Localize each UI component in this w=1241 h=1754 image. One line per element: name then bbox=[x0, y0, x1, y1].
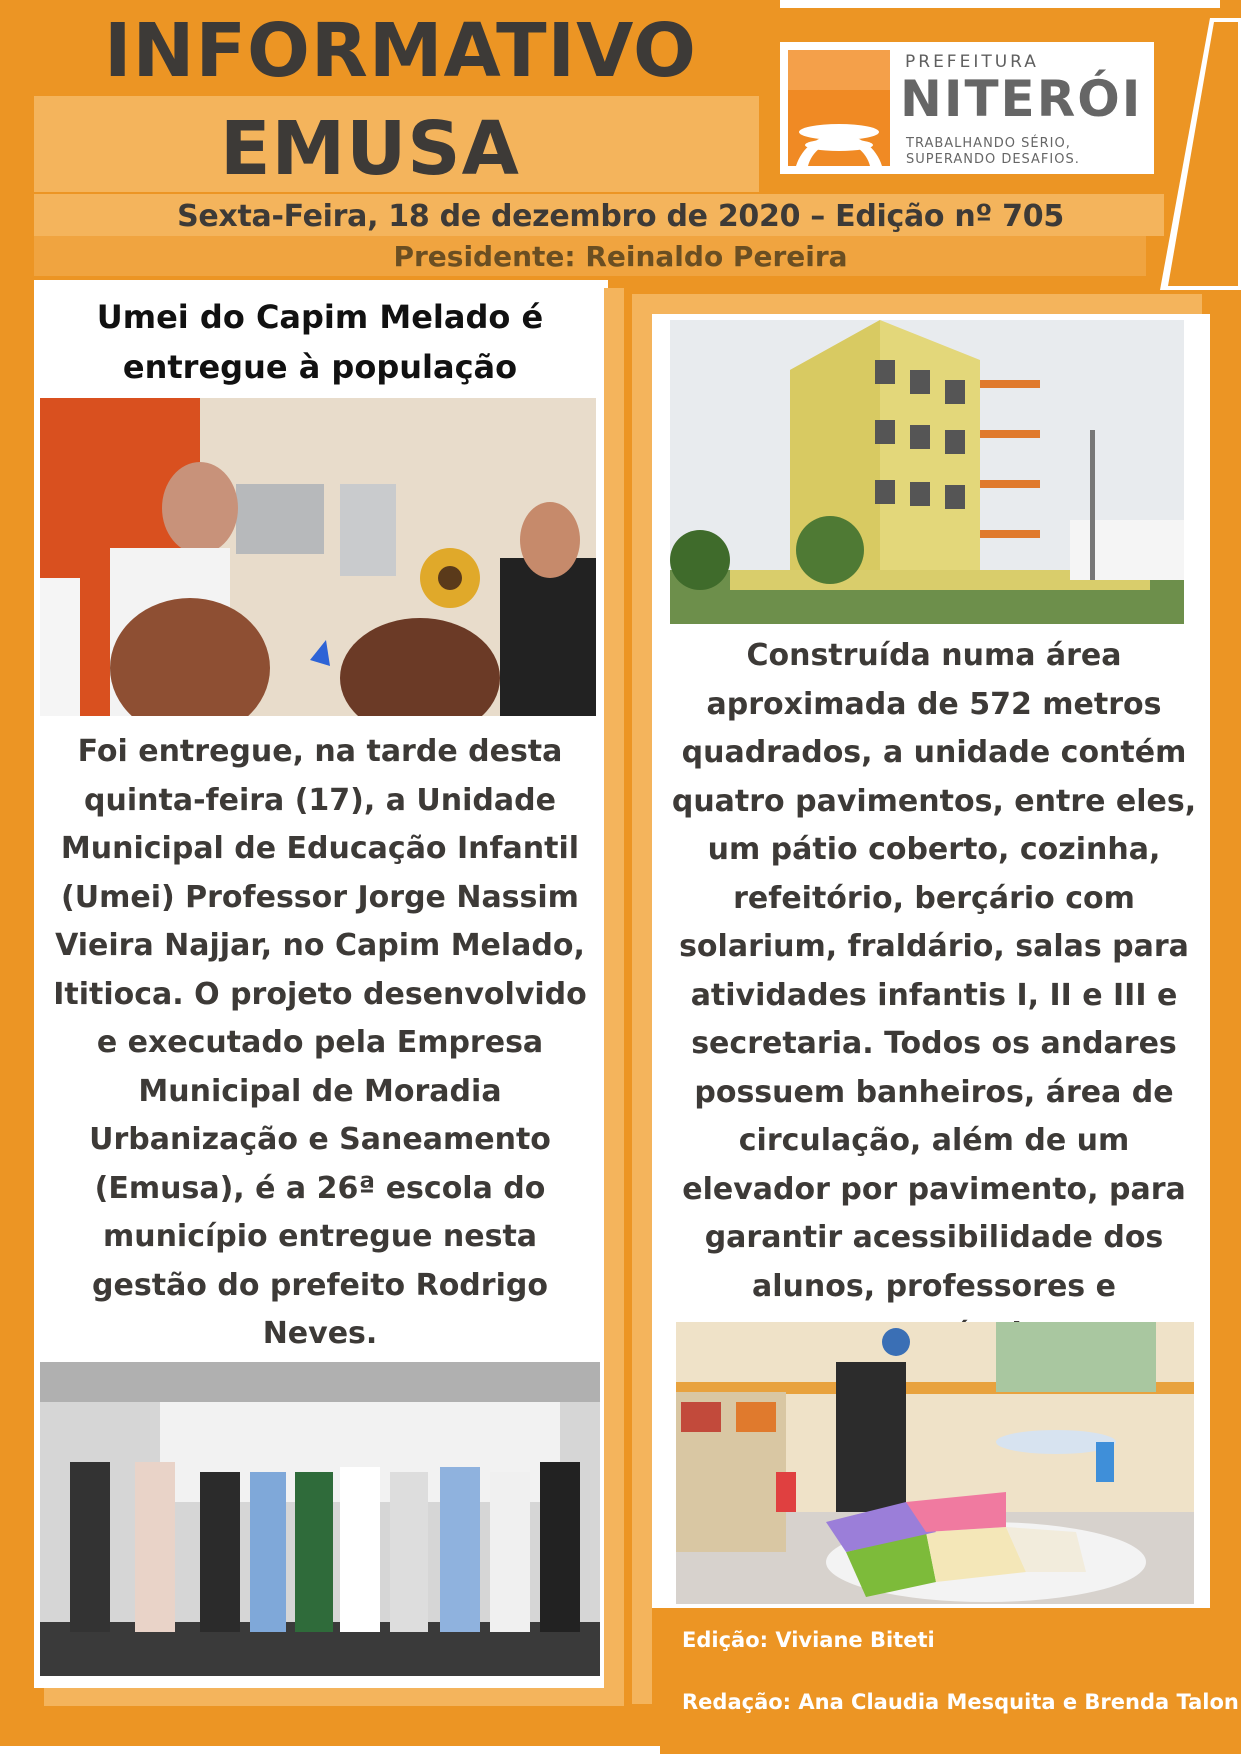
niteroi-logo-icon bbox=[788, 50, 890, 166]
prefeitura-logo bbox=[780, 42, 1154, 174]
credits-writers: Redação: Ana Claudia Mesquita e Brenda Talon bbox=[682, 1690, 1239, 1714]
group-ceremony-photo bbox=[40, 1362, 600, 1676]
left-column-rule bbox=[604, 288, 624, 1698]
logo-tagline-2: SUPERANDO DESAFIOS. bbox=[906, 152, 1080, 167]
left-column-bottom-rule bbox=[44, 1688, 624, 1706]
right-column-left-rule bbox=[632, 294, 652, 1704]
header-accent-wedge bbox=[1140, 0, 1241, 290]
logo-city-name: NITERÓI bbox=[900, 70, 1143, 128]
credits-edition: Edição: Viviane Biteti bbox=[682, 1628, 935, 1652]
classroom-photo bbox=[676, 1322, 1194, 1604]
right-column-top-rule bbox=[632, 294, 1202, 314]
left-headline: Umei do Capim Melado é entregue à população bbox=[96, 298, 544, 386]
edition-date: Sexta-Feira, 18 de dezembro de 2020 – Edição nº 705 bbox=[177, 199, 1064, 234]
president-name: Presidente: Reinaldo Pereira bbox=[393, 240, 848, 273]
ceremony-plaque-photo bbox=[40, 398, 596, 716]
right-article-body: Construída numa área aproximada de 572 metros quadrados, a unidade contém quatro pavimentos, entre eles, um pátio coberto, cozinha, refeitório, berçário com solarium, fraldário, salas para atividades infantis I, II e III e secretaria. Todos os andares possuem banheiros, área de circulação, além de um elevador por pavimento, para garantir acessibilidade dos alunos, professores e bbox=[671, 638, 1197, 1304]
left-article-body: Foi entregue, na tarde desta quinta-feira (17), a Unidade Municipal de Educação Infantil (Umei) Professor Jorge Nassim Vieira Najjar, no Capim Melado, Ititioca. O projeto desenvolvido e executado pela Empresa Municipal de Moradia Urbanização e Saneamento (Emusa), é a 26ª escola do município entregue nesta gestão do prefeito Rodrigo Neves. bbox=[53, 734, 587, 1351]
page-bottom-edge bbox=[0, 1746, 660, 1754]
newsletter-title-line1: INFORMATIVO bbox=[104, 8, 697, 94]
logo-tagline-1: TRABALHANDO SÉRIO, bbox=[906, 136, 1071, 151]
newsletter-title-line2: EMUSA bbox=[220, 106, 520, 192]
logo-prefeitura-text: PREFEITURA bbox=[905, 52, 1039, 72]
building-exterior-photo bbox=[670, 320, 1184, 624]
